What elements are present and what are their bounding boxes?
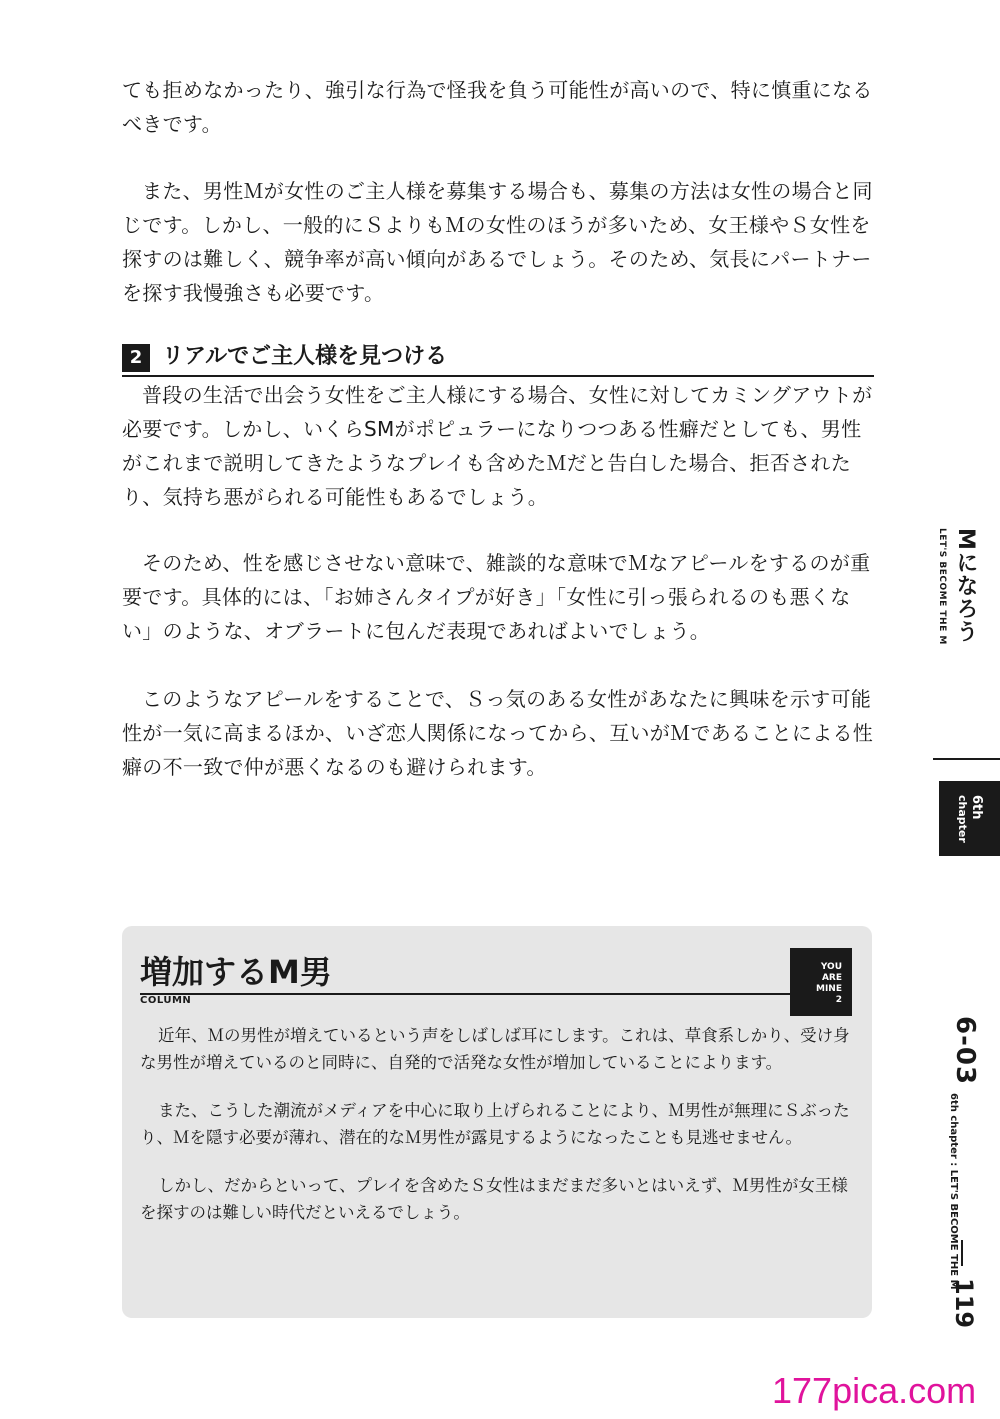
badge-line: ARE [821, 973, 842, 983]
column-badge [790, 948, 852, 1016]
column-paragraph: また、こうした潮流がメディアを中心に取り上げられることにより、Ｍ男性が無理にＳぶったり、Ｍを隠す必要が薄れ、潜在的なＭ男性が露見するようになったことも見逃せません。 [140, 1101, 850, 1147]
column-title: 増加するM男 [140, 953, 332, 991]
body-paragraph: ても拒めなかったり、強引な行為で怪我を負う可能性が高いので、特に慎重になるべきです。 [122, 78, 873, 136]
chapter-tab [939, 781, 1000, 856]
badge-line: YOU [820, 962, 842, 972]
column-paragraph: しかし、だからといって、プレイを含めたＳ女性はまだまだ多いとはいえず、Ｍ男性が女王様を探すのは難しい時代だといえるでしょう。 [140, 1176, 848, 1222]
chapter-number: 6th [969, 795, 984, 820]
body-paragraph: そのため、性を感じさせない意味で、雑談的な意味でＭなアピールをするのが重要です。具体的には、「お姉さんタイプが好き」「女性に引っ張られるのも悪くない」のような、オブラートに包んだ表現であればよいでしょう。 [122, 551, 871, 643]
chapter-word: chapter [956, 795, 969, 843]
watermark: 177pica.com [772, 1370, 977, 1411]
body-paragraph: このようなアピールをすることで、Ｓっ気のある女性があなたに興味を示す可能性が一気に高まるほか、いざ恋人関係になってから、互いがＭであることによる性癖の不一致で仲が悪くなるのも避けられます。 [122, 687, 874, 779]
section-code: 6-03 [950, 1016, 980, 1086]
sidebar-divider [933, 758, 1000, 760]
column-paragraph: 近年、Ｍの男性が増えているという声をしばしば耳にします。これは、草食系しかり、受け身な男性が増えているのと同時に、自発的で活発な女性が増加していることによります。 [140, 1026, 850, 1072]
running-head: 6th chapter : LET'S BECOME THE M [948, 1093, 959, 1290]
body-paragraph: 普段の生活で出会う女性をご主人様にする場合、女性に対してカミングアウトが必要です。しかし、いくらSMがポピュラーになりつつある性癖だとしても、男性がこれまで説明してきたようなプレイも含めたＭだと告白した場合、拒否されたり、気持ち悪がられる可能性もあるでしょう。 [122, 383, 873, 509]
column-divider [140, 993, 792, 995]
body-paragraph: また、男性Ｍが女性のご主人様を募集する場合も、募集の方法は女性の場合と同じです。しかし、一般的にＳよりもＭの女性のほうが多いため、女王様やＳ女性を探すのは難しく、競争率が高い傾向があるでしょう。そのため、気長にパートナーを探す我慢強さも必要です。 [122, 179, 873, 305]
page-number-divider [961, 1240, 963, 1266]
column-label: COLUMN [140, 995, 192, 1006]
sidebar-title-en: LET'S BECOME THE M [937, 528, 947, 645]
section-heading [122, 341, 874, 377]
page-number: 119 [950, 1278, 978, 1329]
section-number-badge: 2 [122, 344, 150, 372]
column-box [122, 926, 872, 1318]
sidebar-title: Mになろう [953, 528, 978, 643]
badge-line: MINE [816, 984, 842, 994]
badge-line: 2 [835, 995, 842, 1005]
section-title: リアルでご主人様を見つける [162, 344, 448, 369]
